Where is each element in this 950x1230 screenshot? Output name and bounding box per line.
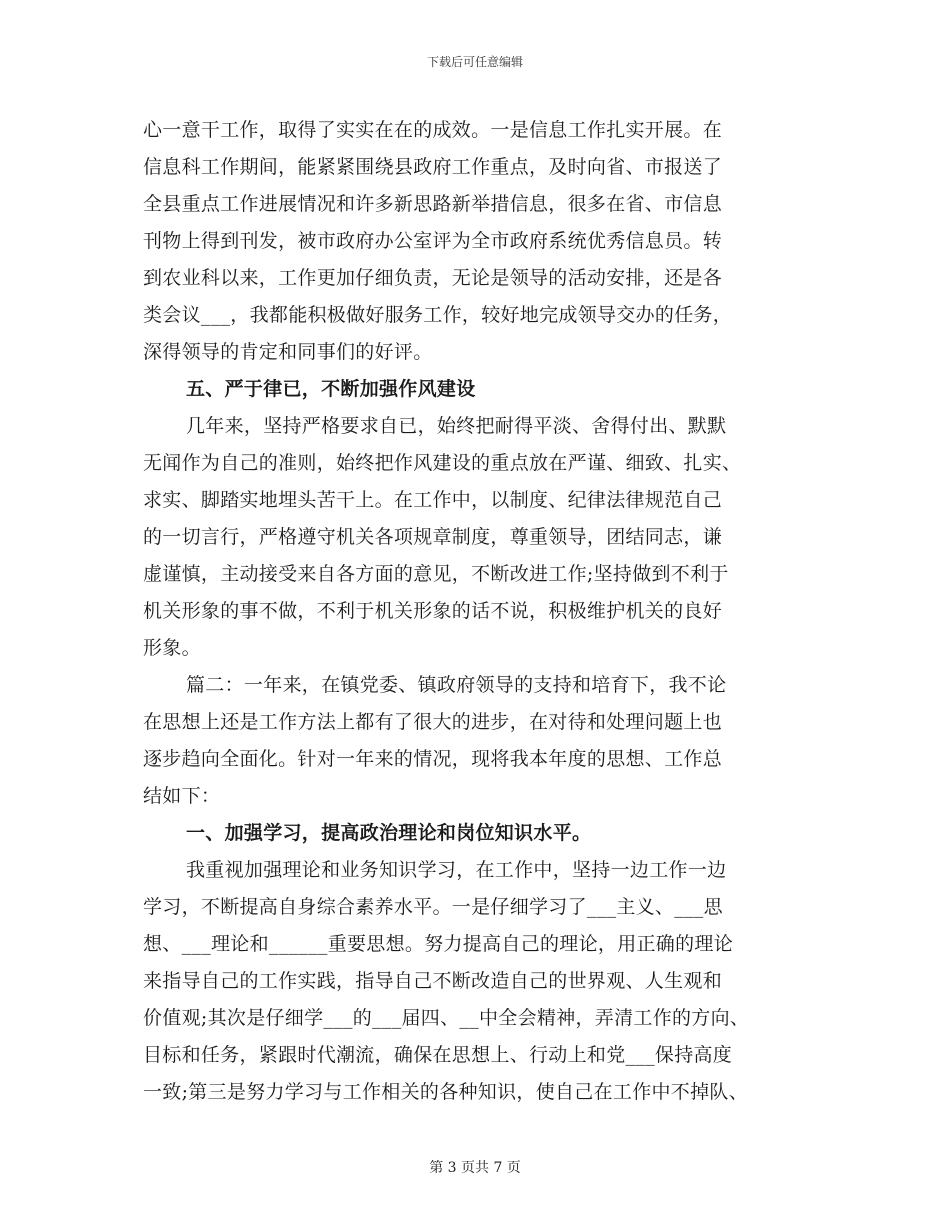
paragraph-line: 目标和任务，紧跟时代潮流，确保在思想上、行动上和党___保持高度 xyxy=(143,1044,733,1066)
paragraph-line: 信息科工作期间，能紧紧围绕县政府工作重点，及时向省、市报送了 xyxy=(143,156,723,178)
paragraph-line: 在思想上还是工作方法上都有了很大的进步，在对待和处理问题上也 xyxy=(143,711,723,733)
paragraph-line: 类会议___，我都能积极做好服务工作，较好地完成领导交办的任务， xyxy=(143,304,733,326)
paragraph-line: 心一意干工作，取得了实实在在的成效。一是信息工作扎实开展。在 xyxy=(143,119,723,141)
paragraph-line: 刊物上得到刊发，被市政府办公室评为全市政府系统优秀信息员。转 xyxy=(143,230,723,252)
document-body xyxy=(143,112,823,1111)
page-footer: 第 3 页共 7 页 xyxy=(429,1160,521,1176)
paragraph-line: 到农业科以来，工作更加仔细负责，无论是领导的活动安排，还是各 xyxy=(143,267,723,289)
paragraph-line: 虚谨慎，主动接受来自各方面的意见，不断改进工作;坚持做到不利于 xyxy=(143,563,729,585)
paragraph-line: 的一切言行，严格遵守机关各项规章制度，尊重领导，团结同志，谦 xyxy=(143,526,723,548)
paragraph-line: 我重视加强理论和业务知识学习，在工作中，坚持一边工作一边 xyxy=(186,859,727,881)
paragraph-line: 来指导自己的工作实践，指导自己不断改造自己的世界观、人生观和 xyxy=(143,970,723,992)
paragraph-line: 结如下： xyxy=(143,785,221,807)
paragraph-line: 几年来，坚持严格要求自已，始终把耐得平淡、舍得付出、默默 xyxy=(186,415,727,437)
paragraph-line: 逐步趋向全面化。针对一年来的情况，现将我本年度的思想、工作总 xyxy=(143,748,723,770)
paragraph-line: 一致;第三是努力学习与工作相关的各种知识，使自己在工作中不掉队、 xyxy=(143,1081,749,1103)
paragraph-line: 求实、脚踏实地埋头苦干上。在工作中，以制度、纪律法律规范自己 xyxy=(143,489,723,511)
paragraph-line: 学习，不断提高自身综合素养水平。一是仔细学习了___主义、___思 xyxy=(143,896,723,918)
paragraph-line: 想、___理论和______重要思想。努力提高自己的理论，用正确的理论 xyxy=(143,933,734,955)
section-heading: 五、严于律已，不断加强作风建设 xyxy=(186,378,476,400)
paragraph-line: 全县重点工作进展情况和许多新思路新举措信息，很多在省、市信息 xyxy=(143,193,723,215)
paragraph-line: 形象。 xyxy=(143,637,201,659)
paragraph-line: 无闻作为自己的准则，始终把作风建设的重点放在严谨、细致、扎实、 xyxy=(143,452,742,474)
section-heading: 一、加强学习，提高政治理论和岗位知识水平。 xyxy=(186,822,592,844)
paragraph-line: 价值观;其次是仔细学___的___届四、__中全会精神，弄清工作的方向、 xyxy=(143,1007,750,1029)
paragraph-line: 深得领导的肯定和同事们的好评。 xyxy=(143,341,433,363)
page-header: 下载后可任意编辑 xyxy=(426,55,523,69)
paragraph-line: 篇二：一年来，在镇党委、镇政府领导的支持和培育下，我不论 xyxy=(186,674,727,696)
paragraph-line: 机关形象的事不做，不利于机关形象的话不说，积极维护机关的良好 xyxy=(143,600,723,622)
